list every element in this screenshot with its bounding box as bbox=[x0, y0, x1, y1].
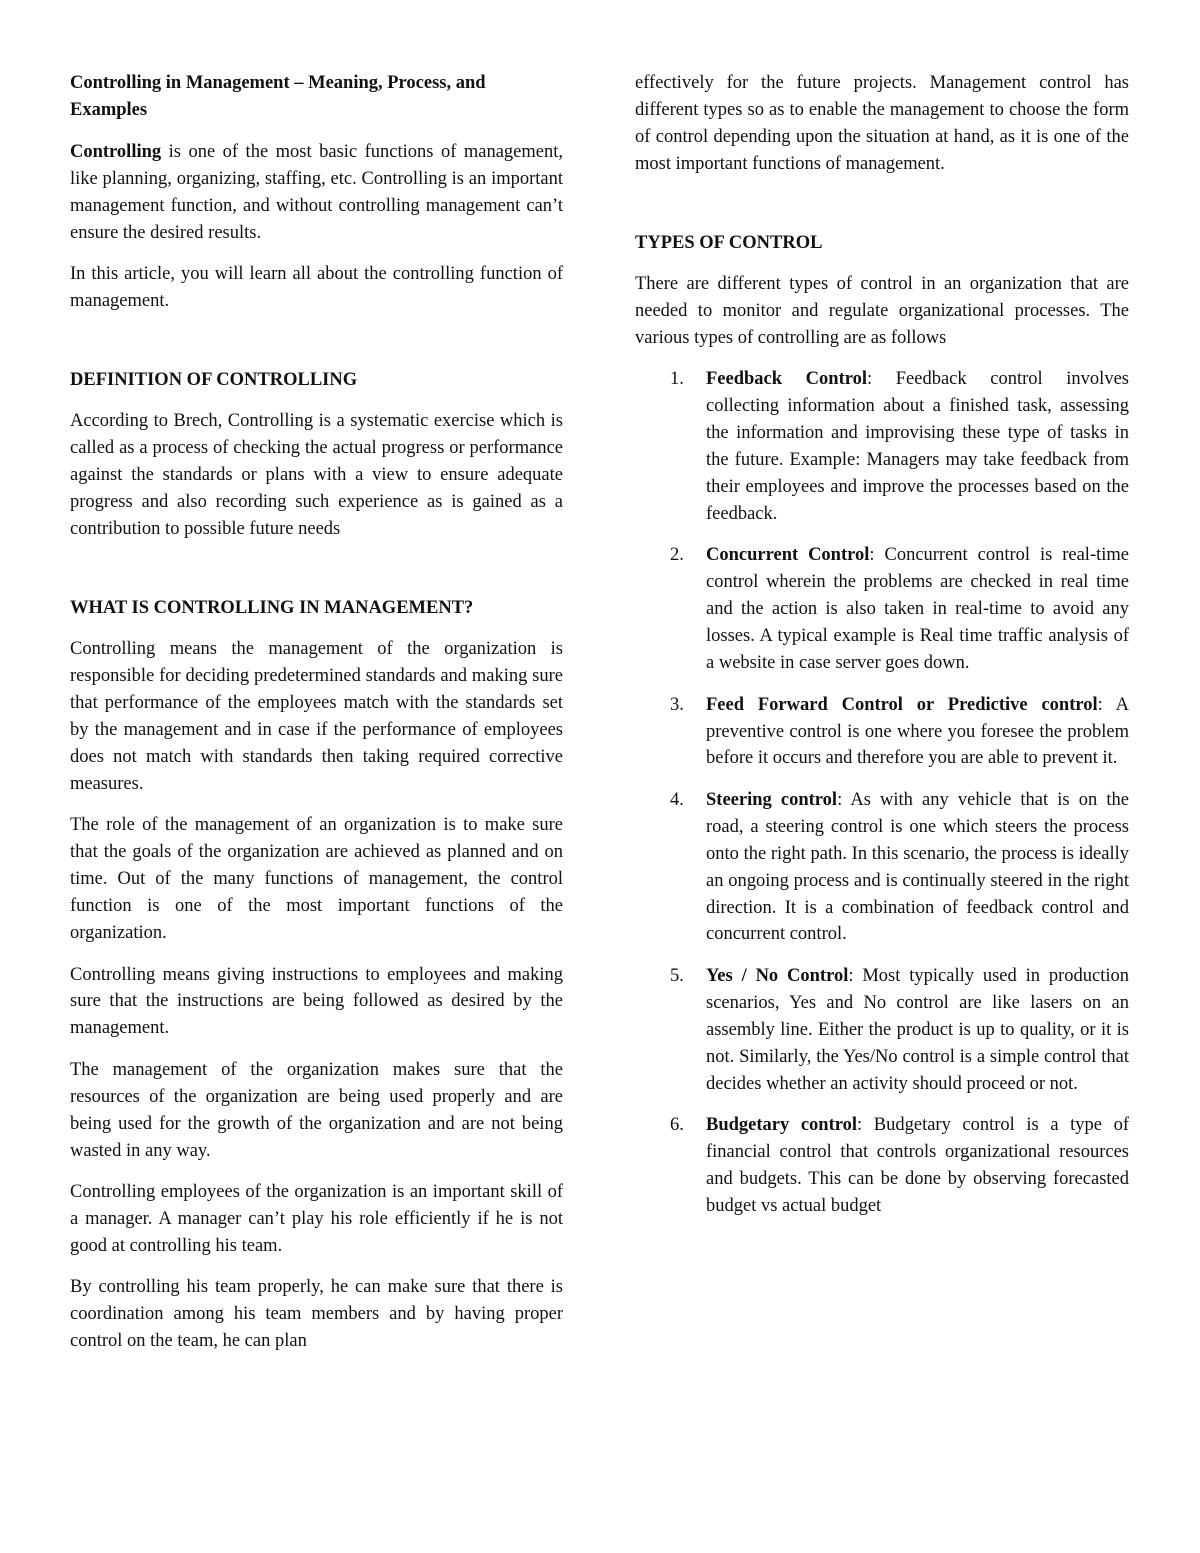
list-item bbox=[635, 963, 1129, 1098]
definition-heading: DEFINITION OF CONTROLLING bbox=[70, 369, 358, 390]
list-item-term: Concurrent Control bbox=[706, 545, 870, 566]
list-number: 6. bbox=[670, 1115, 684, 1136]
list-item-term: Yes / No Control bbox=[706, 965, 849, 986]
list-item-text: : Concurrent control is real-time control wherein the problems are checked in real time and the action is also taken in real-time to avoid any losses. A typical example is Real time traffic analysis of a website in case server goes down. bbox=[706, 545, 1129, 674]
list-number: 2. bbox=[670, 545, 684, 566]
list-item bbox=[635, 692, 1129, 773]
what-is-heading: WHAT IS CONTROLLING IN MANAGEMENT? bbox=[70, 597, 474, 618]
list-number: 4. bbox=[670, 789, 684, 810]
list-item-text: : Most typically used in production scenarios, Yes and No control are like lasers on an assembly line. Either the product is up to quality, or it is not. Similarly, the Yes/No control is a simple control that decides whether an activity should proceed or not. bbox=[706, 965, 1129, 1094]
list-item-term: Steering control bbox=[706, 789, 838, 810]
types-intro-paragraph: There are different types of control in an organization that are needed to monitor and regulate organizational processes. The various types of controlling are as follows bbox=[635, 274, 1129, 348]
list-number: 1. bbox=[670, 369, 684, 390]
intro-lead-term: Controlling bbox=[70, 141, 162, 162]
definition-paragraph: According to Brech, Controlling is a systematic exercise which is called as a process of checking the actual progress or performance against the standards or plans with a view to ensure adequate progress and also recording such experience as is gained as a contribution to possible future needs bbox=[70, 411, 563, 539]
list-number: 3. bbox=[670, 694, 684, 715]
document-title: Controlling in Management – Meaning, Process, and Examples bbox=[70, 73, 486, 120]
list-item bbox=[635, 787, 1129, 948]
list-item-term: Feed Forward Control or Predictive control bbox=[706, 694, 1098, 715]
list-item bbox=[635, 366, 1129, 527]
intro-text: is one of the most basic functions of management, like planning, organizing, staffing, etc. Controlling is an important management function, and without controlling management can’t ensure the desired results. bbox=[70, 141, 563, 243]
list-item-text: : Feedback control involves collecting information about a finished task, assessing the information and improvising these type of tasks in the future. Example: Managers may take feedback from their employees and improve the processes based on the feedback. bbox=[706, 369, 1129, 524]
body-paragraph: The management of the organization makes sure that the resources of the organization are being used properly and are being used for the growth of the organization and are not being wasted in any way. bbox=[70, 1059, 563, 1161]
list-item-text: : Budgetary control is a type of financial control that controls organizational resources and budgets. This can be done by observing forecasted budget vs actual budget bbox=[706, 1115, 1129, 1216]
body-paragraph: Controlling means giving instructions to employees and making sure that the instructions are being followed as desired by the management. bbox=[70, 964, 563, 1039]
body-paragraph: By controlling his team properly, he can make sure that there is coordination among his team members and by having proper control on the team, he can plan bbox=[70, 1277, 563, 1352]
list-number: 5. bbox=[670, 965, 684, 986]
list-item-text: : As with any vehicle that is on the road, a steering control is one which steers the process onto the right path. In this scenario, the process is ideally an ongoing process and is continually steered in the right direction. It is a combination of feedback control and concurrent control. bbox=[706, 789, 1129, 945]
list-item-text: : A preventive control is one where you foresee the problem before it occurs and therefore you are able to prevent it. bbox=[706, 694, 1129, 769]
types-heading: TYPES OF CONTROL bbox=[635, 232, 823, 253]
list-item-term: Budgetary control bbox=[706, 1115, 858, 1136]
body-paragraph: Controlling means the management of the organization is responsible for deciding predetermined standards and making sure that performance of the employees match with the standards set by the management and in case if the performance of employees does not match with standards then taking required corrective measures. bbox=[70, 639, 563, 794]
intro-paragraph-2: In this article, you will learn all about the controlling function of management. bbox=[70, 264, 563, 311]
body-paragraph: Controlling employees of the organization is an important skill of a manager. A manager can’t play his role efficiently if he is not good at controlling his team. bbox=[70, 1182, 563, 1256]
list-item-term: Feedback Control bbox=[706, 369, 867, 390]
intro-paragraph bbox=[70, 139, 563, 247]
right-column bbox=[635, 70, 1129, 1234]
list-item bbox=[635, 1112, 1129, 1220]
continuation-paragraph: effectively for the future projects. Management control has different types so as to enable the management to choose the form of control depending upon the situation at hand, as it is one of the most important functions of management. bbox=[635, 73, 1129, 174]
list-item bbox=[635, 542, 1129, 677]
body-paragraph: The role of the management of an organization is to make sure that the goals of the organization are achieved as planned and on time. Out of the many functions of management, the control function is one of the most important functions of the organization. bbox=[70, 815, 563, 944]
left-column bbox=[70, 70, 563, 1370]
types-list bbox=[635, 366, 1129, 1219]
